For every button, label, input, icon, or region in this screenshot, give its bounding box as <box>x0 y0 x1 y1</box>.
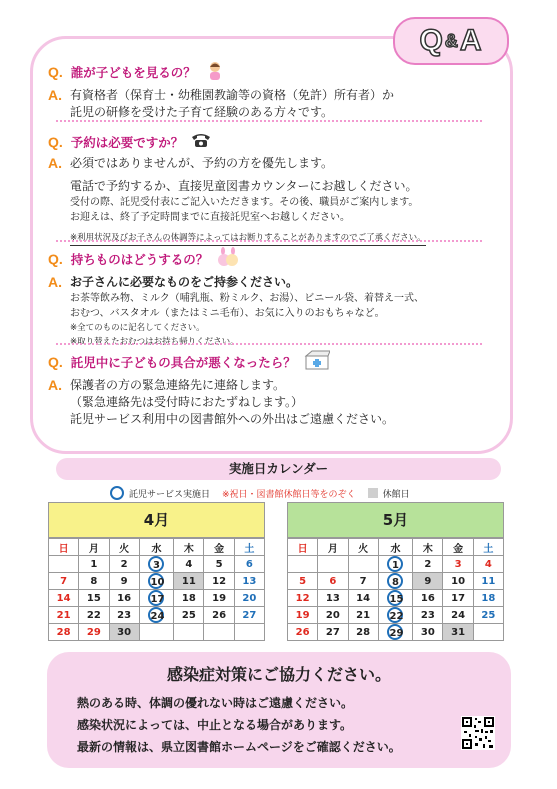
month-grid <box>287 538 504 641</box>
calendar-day: 12 <box>204 573 234 590</box>
weekday-header: 月 <box>318 539 348 556</box>
a-mark: A. <box>48 274 62 290</box>
qa-section-4 <box>48 350 488 428</box>
calendar-day: 24 <box>139 607 173 624</box>
calendar-day: 25 <box>174 607 204 624</box>
notice-line: 最新の情報は、県立図書館ホームページをご確認ください。 <box>77 740 401 754</box>
detail-line: お茶等飲み物、ミルク（哺乳瓶、粉ミルク、お湯）、ビニール袋、着替え一式、 <box>70 293 424 304</box>
divider <box>56 120 482 122</box>
notice-line: 感染状況によっては、中止となる場合があります。 <box>77 718 353 732</box>
calendar-day: 13 <box>234 573 264 590</box>
calendar-day: 10 <box>139 573 173 590</box>
calendar-title: 実施日カレンダー <box>56 458 501 480</box>
answer-2-details <box>70 178 488 246</box>
calendar-day: 27 <box>318 624 348 641</box>
weekday-header: 土 <box>473 539 503 556</box>
calendar-day <box>348 556 378 573</box>
weekday-header: 水 <box>378 539 412 556</box>
calendar-day: 23 <box>109 607 139 624</box>
notice-title: 感染症対策にご協力ください。 <box>166 665 391 684</box>
answer-line: 保護者の方の緊急連絡先に連絡します。 <box>70 378 286 392</box>
calendar-day: 14 <box>49 590 79 607</box>
weekday-header: 日 <box>288 539 318 556</box>
calendar-day: 16 <box>109 590 139 607</box>
divider <box>56 343 482 345</box>
calendar-day: 20 <box>234 590 264 607</box>
calendar-day <box>318 556 348 573</box>
answer-line: 託児サービス利用中の図書館外への外出はご遠慮ください。 <box>70 412 395 426</box>
detail-line: 受付の際、託児受付表にご記入いただきます。その後、職員がご案内します。 <box>70 197 419 208</box>
weekday-header: 火 <box>109 539 139 556</box>
calendar-day: 28 <box>49 624 79 641</box>
calendar-day: 9 <box>109 573 139 590</box>
calendar-day: 4 <box>473 556 503 573</box>
question-text: 予約は必要ですか？ <box>70 134 184 150</box>
calendar-day: 15 <box>378 590 412 607</box>
calendar-day: 31 <box>443 624 473 641</box>
notice-line: 熱のある時、体調の優れない時はご遠慮ください。 <box>77 696 354 710</box>
calendar-day: 11 <box>174 573 204 590</box>
calendar-day: 9 <box>413 573 443 590</box>
answer-line: 託児の研修を受けた子育て経験のある方々です。 <box>70 105 334 119</box>
answer-line: 必須ではありませんが、予約の方を優先します。 <box>70 156 334 170</box>
calendar-day: 26 <box>204 607 234 624</box>
answer-line: 有資格者（保育士・幼稚園教諭等の資格（免許）所有者）か <box>70 88 395 102</box>
answer-2 <box>48 155 488 172</box>
calendar-day: 2 <box>109 556 139 573</box>
calendar-day: 5 <box>288 573 318 590</box>
question-1 <box>48 60 488 83</box>
calendar-day <box>234 624 264 641</box>
calendar-day: 1 <box>79 556 109 573</box>
calendar-day: 2 <box>413 556 443 573</box>
calendar-day <box>288 556 318 573</box>
calendar-day: 25 <box>473 607 503 624</box>
qr-code[interactable] <box>461 716 495 750</box>
calendar-day: 17 <box>443 590 473 607</box>
calendar-day: 19 <box>204 590 234 607</box>
question-2 <box>48 132 488 151</box>
weekday-header: 木 <box>413 539 443 556</box>
calendar-day: 8 <box>79 573 109 590</box>
a-mark: A. <box>48 377 62 393</box>
question-text: 誰が子どもを見るの？ <box>70 64 196 80</box>
infection-notice <box>47 652 511 768</box>
calendar-day: 30 <box>413 624 443 641</box>
calendar-day: 5 <box>204 556 234 573</box>
calendar-day <box>49 556 79 573</box>
caregiver-icon <box>204 60 226 83</box>
calendar-day: 8 <box>378 573 412 590</box>
calendar-day: 28 <box>348 624 378 641</box>
weekday-header: 日 <box>49 539 79 556</box>
qa-section-2 <box>48 132 488 246</box>
month-header: 4月 <box>48 502 265 538</box>
month-header: 5月 <box>287 502 504 538</box>
detail-line: おむつ、バスタオル（またはミニ毛布）、お気に入りのおもちゃなど。 <box>70 308 385 319</box>
q-mark: Q. <box>48 353 63 370</box>
calendar-day: 3 <box>139 556 173 573</box>
closed-day-swatch-icon <box>368 488 378 498</box>
calendar-day: 12 <box>288 590 318 607</box>
calendar-april <box>48 502 265 641</box>
legend-service: 託児サービス実施日 <box>129 489 211 500</box>
calendar-day: 23 <box>413 607 443 624</box>
calendar-day: 26 <box>288 624 318 641</box>
logo-amp: & <box>444 30 459 51</box>
calendar-day: 10 <box>443 573 473 590</box>
question-4 <box>48 350 488 373</box>
answer-1 <box>48 87 488 121</box>
weekday-header: 火 <box>348 539 378 556</box>
detail-line: 電話で予約するか、直接児童図書カウンターにお越しください。 <box>70 179 418 193</box>
answer-line: お子さんに必要なものをご持参ください。 <box>70 275 299 289</box>
weekday-header: 木 <box>174 539 204 556</box>
calendar-day: 1 <box>378 556 412 573</box>
weekday-header: 月 <box>79 539 109 556</box>
question-text: 託児中に子どもの具合が悪くなったら？ <box>70 354 296 370</box>
note: ※取り替えたおむつはお持ち帰りください。 <box>70 337 239 347</box>
calendar-day: 24 <box>443 607 473 624</box>
divider <box>56 240 482 242</box>
calendar-day: 29 <box>378 624 412 641</box>
calendar-day: 11 <box>473 573 503 590</box>
legend-closed: 休館日 <box>382 489 410 500</box>
month-grid <box>48 538 265 641</box>
calendar-day: 27 <box>234 607 264 624</box>
calendar-day: 20 <box>318 607 348 624</box>
logo-a: A <box>459 24 483 57</box>
answer-line: （緊急連絡先は受付時におたずねします。） <box>70 395 304 409</box>
calendar-day: 22 <box>79 607 109 624</box>
q-mark: Q. <box>48 250 63 267</box>
calendar-day: 15 <box>79 590 109 607</box>
calendar-may <box>287 502 504 641</box>
weekday-header: 土 <box>234 539 264 556</box>
calendar-day: 16 <box>413 590 443 607</box>
question-3 <box>48 247 488 270</box>
calendar-day <box>473 624 503 641</box>
calendar-day: 18 <box>473 590 503 607</box>
calendar-day: 6 <box>318 573 348 590</box>
calendar-day: 6 <box>234 556 264 573</box>
calendar-day: 17 <box>139 590 173 607</box>
calendar-day: 18 <box>174 590 204 607</box>
answer-3-details <box>70 291 488 349</box>
calendar-day <box>139 624 173 641</box>
legend-holiday-note: ※祝日・図書館休館日等をのぞく <box>222 489 356 500</box>
telephone-icon <box>191 132 211 151</box>
note: ※利用状況及びお子さんの体調等によってはお断りすることがありますのでご了承ください。 <box>70 231 426 246</box>
calendar-day <box>174 624 204 641</box>
calendar-day: 7 <box>348 573 378 590</box>
calendar-day: 4 <box>174 556 204 573</box>
a-mark: A. <box>48 155 62 171</box>
question-text: 持ちものはどうするの？ <box>70 251 209 267</box>
detail-line: お迎えは、終了予定時間までに直接託児室へお越しください。 <box>70 212 350 223</box>
calendar-day: 21 <box>49 607 79 624</box>
service-day-circle-icon <box>110 486 124 500</box>
weekday-header: 金 <box>443 539 473 556</box>
a-mark: A. <box>48 87 62 103</box>
calendar-day: 14 <box>348 590 378 607</box>
first-aid-kit-icon <box>304 350 330 373</box>
calendar-day: 3 <box>443 556 473 573</box>
calendar-day: 19 <box>288 607 318 624</box>
calendar-day: 30 <box>109 624 139 641</box>
answer-3 <box>48 274 488 291</box>
logo-q: Q <box>419 24 444 57</box>
calendar-day: 29 <box>79 624 109 641</box>
weekday-header: 金 <box>204 539 234 556</box>
calendar-day: 13 <box>318 590 348 607</box>
q-mark: Q. <box>48 133 63 150</box>
qa-logo <box>393 17 509 65</box>
calendar-legend <box>110 486 410 500</box>
calendar-day: 22 <box>378 607 412 624</box>
answer-4 <box>48 377 488 428</box>
calendar-day: 7 <box>49 573 79 590</box>
note: ※全てのものに記名してください。 <box>70 323 205 333</box>
calendar-day: 21 <box>348 607 378 624</box>
qa-section-1 <box>48 60 488 121</box>
calendar-day <box>204 624 234 641</box>
qa-section-3 <box>48 247 488 349</box>
weekday-header: 水 <box>139 539 173 556</box>
bunny-plush-icon <box>216 247 240 270</box>
q-mark: Q. <box>48 63 63 80</box>
